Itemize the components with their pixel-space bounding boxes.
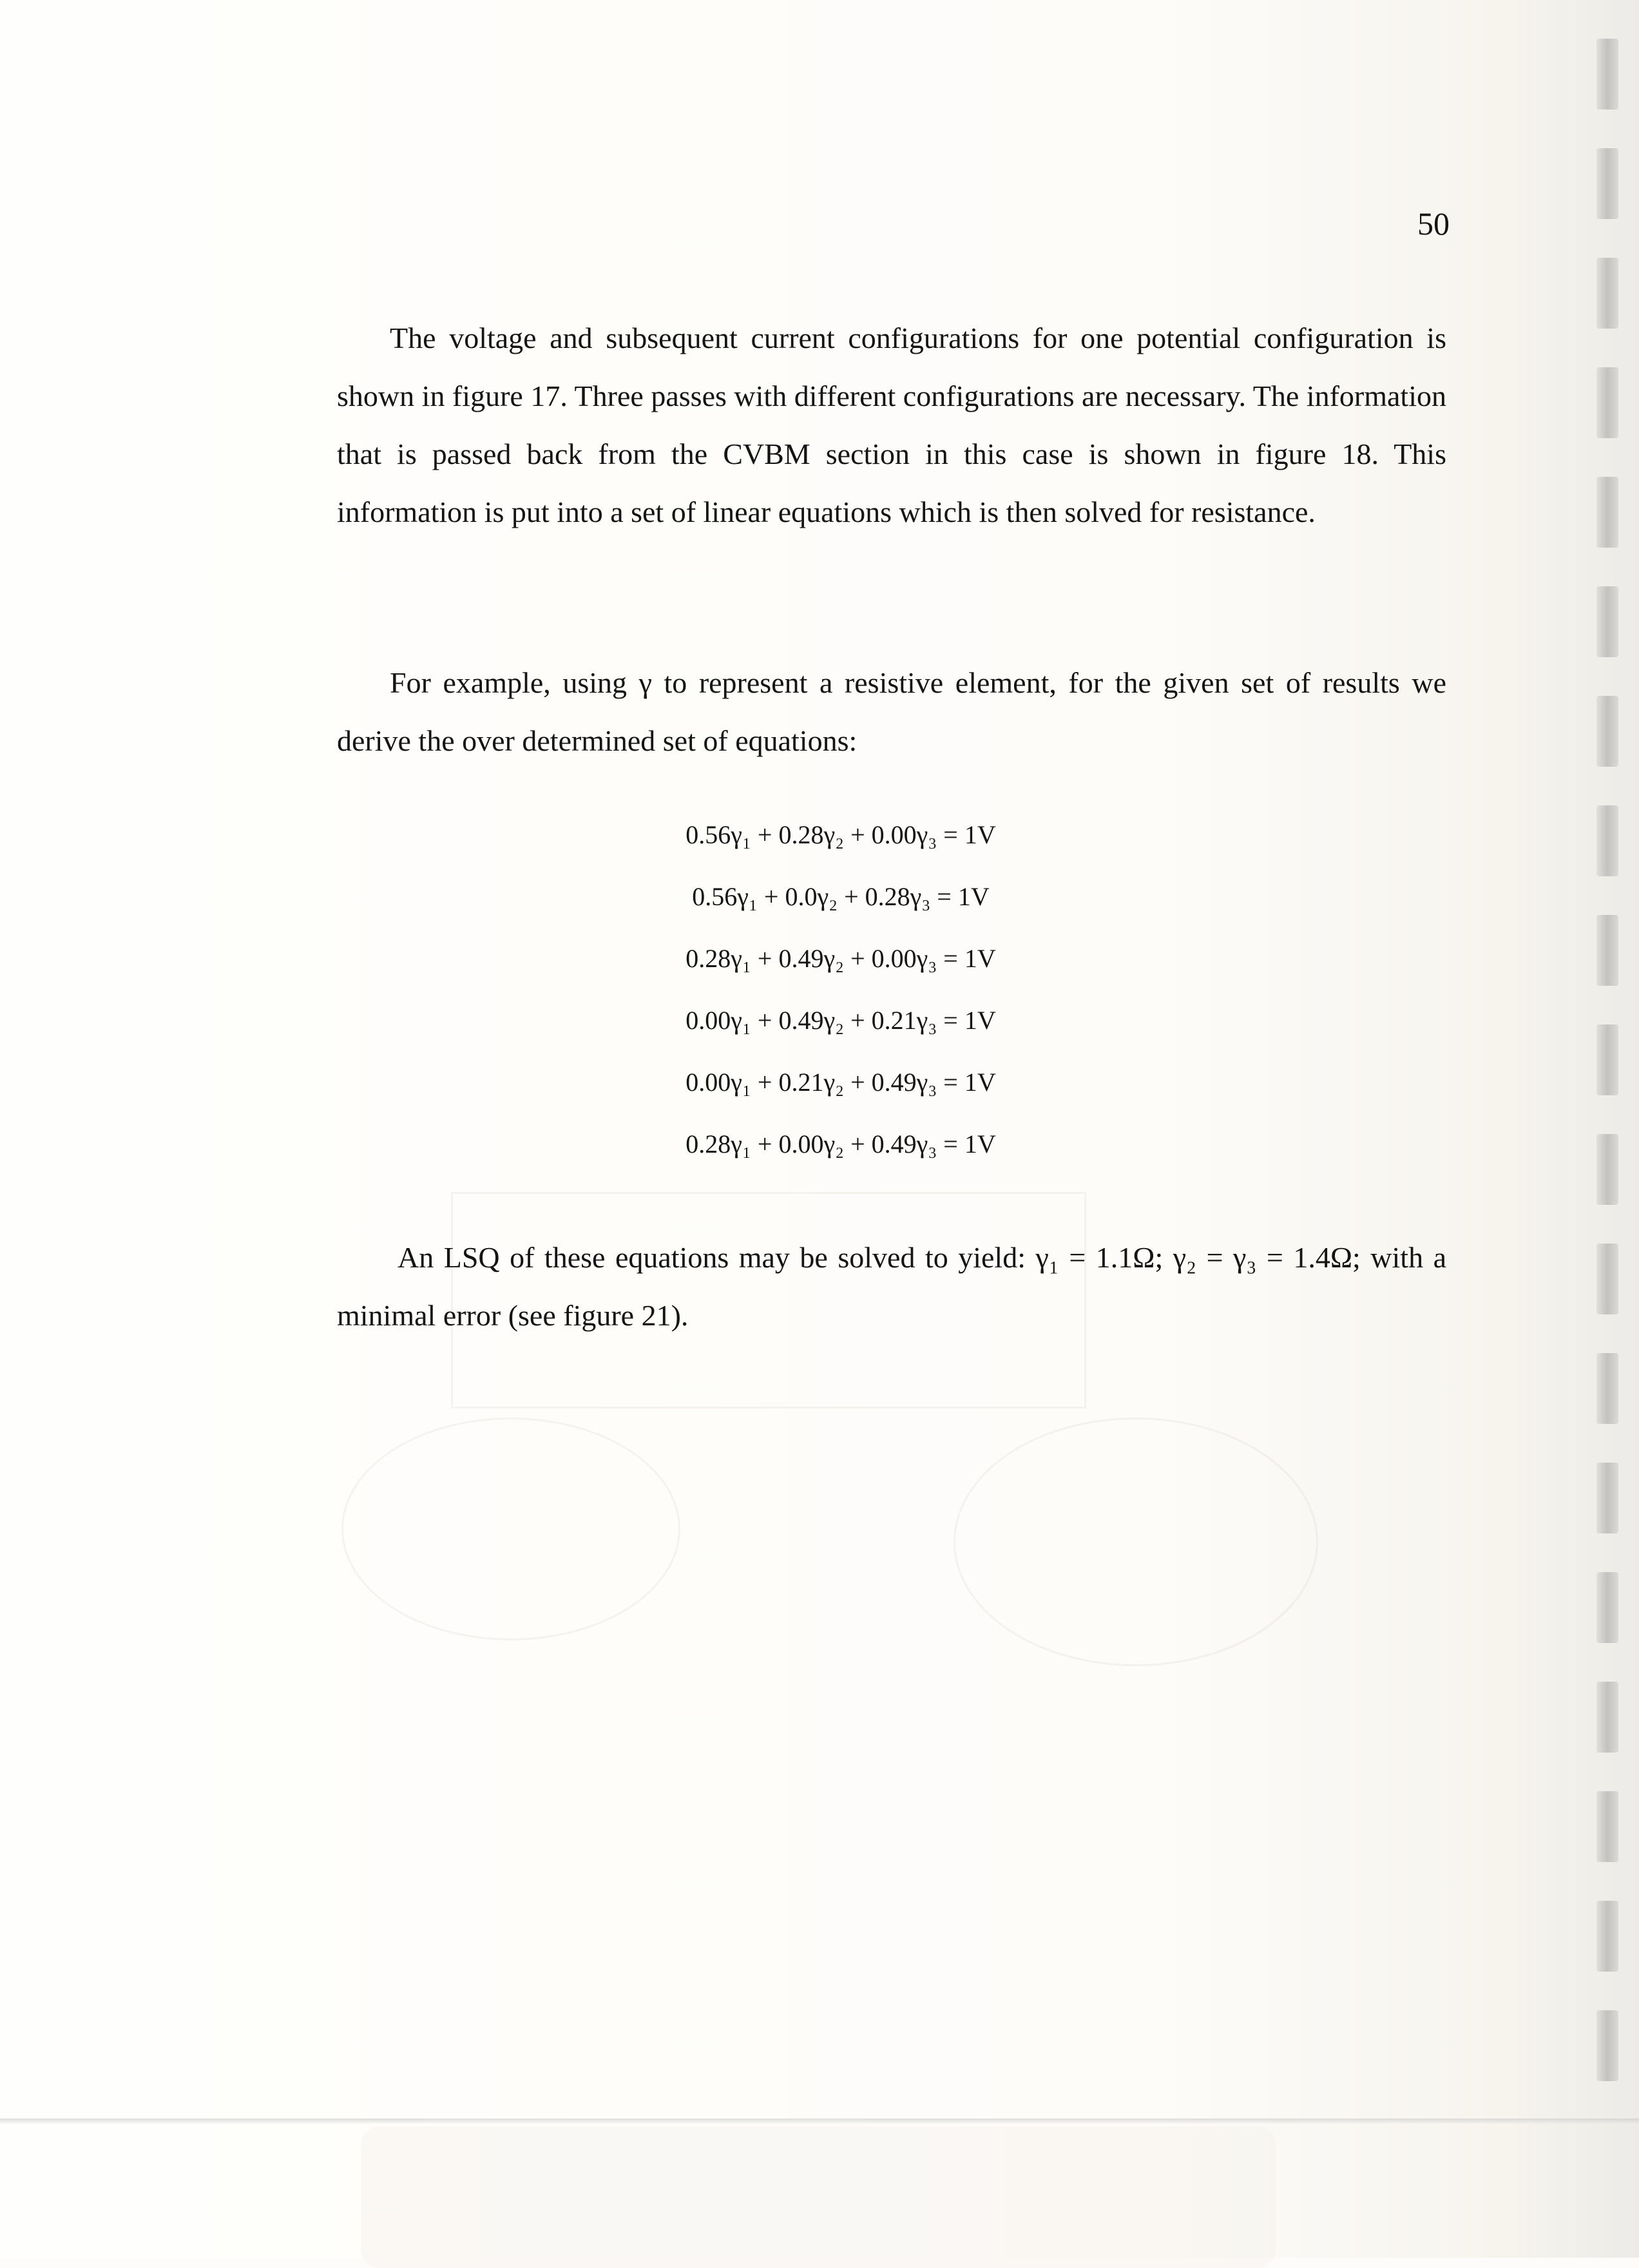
binding-hole <box>1596 39 1618 110</box>
binding-hole <box>1596 915 1618 986</box>
spiral-binding <box>1596 39 1622 2100</box>
equation-2: 0.56γ₁ + 0.0γ₂ + 0.28γ₃ = 1V <box>692 882 990 911</box>
equation-3: 0.28γ₁ + 0.49γ₂ + 0.00γ₃ = 1V <box>685 944 996 973</box>
binding-hole <box>1596 805 1618 876</box>
binding-hole <box>1596 1024 1618 1095</box>
equation-6: 0.28γ₁ + 0.00γ₂ + 0.49γ₃ = 1V <box>685 1129 996 1158</box>
equation-1: 0.56γ₁ + 0.28γ₂ + 0.00γ₃ = 1V <box>685 820 996 849</box>
binding-hole <box>1596 1901 1618 1972</box>
binding-hole <box>1596 1353 1618 1424</box>
binding-hole <box>1596 1791 1618 1862</box>
page-bottom-edge <box>0 2119 1639 2124</box>
paragraph-lsq-result: An LSQ of these equations may be solved to yield: γ₁ = 1.1Ω; γ₂ = γ₃ = 1.4Ω; with a minimal error (see figure 21). <box>337 1241 1446 1332</box>
paragraph-configurations: The voltage and subsequent current configurations for one potential configuration is shown in figure 17. Three passes with different configurations are necessary. The information that is passed back from the CVBM section in this case is shown in figure 18. This information is put into a set of linear equations which is then solved for resistance. <box>337 322 1446 528</box>
binding-hole <box>1596 477 1618 548</box>
binding-hole <box>1596 696 1618 767</box>
binding-hole <box>1596 1572 1618 1643</box>
binding-hole <box>1596 586 1618 657</box>
equation-5: 0.00γ₁ + 0.21γ₂ + 0.49γ₃ = 1V <box>685 1068 996 1097</box>
binding-hole <box>1596 258 1618 329</box>
binding-hole <box>1596 367 1618 438</box>
binding-hole <box>1596 148 1618 219</box>
binding-hole <box>1596 2010 1618 2081</box>
bleed-through-oval-right <box>954 1418 1318 1666</box>
equation-list <box>644 811 1037 1182</box>
equation-4: 0.00γ₁ + 0.49γ₂ + 0.21γ₃ = 1V <box>685 1006 996 1035</box>
binding-hole <box>1596 1134 1618 1205</box>
binding-hole <box>1596 1463 1618 1533</box>
bleed-through-oval-left <box>341 1418 680 1640</box>
binding-hole <box>1596 1244 1618 1314</box>
page-number: 50 <box>1417 206 1450 242</box>
bleed-through-caption <box>361 2126 1276 2268</box>
binding-hole <box>1596 1682 1618 1753</box>
paragraph-example: For example, using γ to represent a resistive element, for the given set of results we derive the over determined set of equations: <box>337 666 1446 757</box>
